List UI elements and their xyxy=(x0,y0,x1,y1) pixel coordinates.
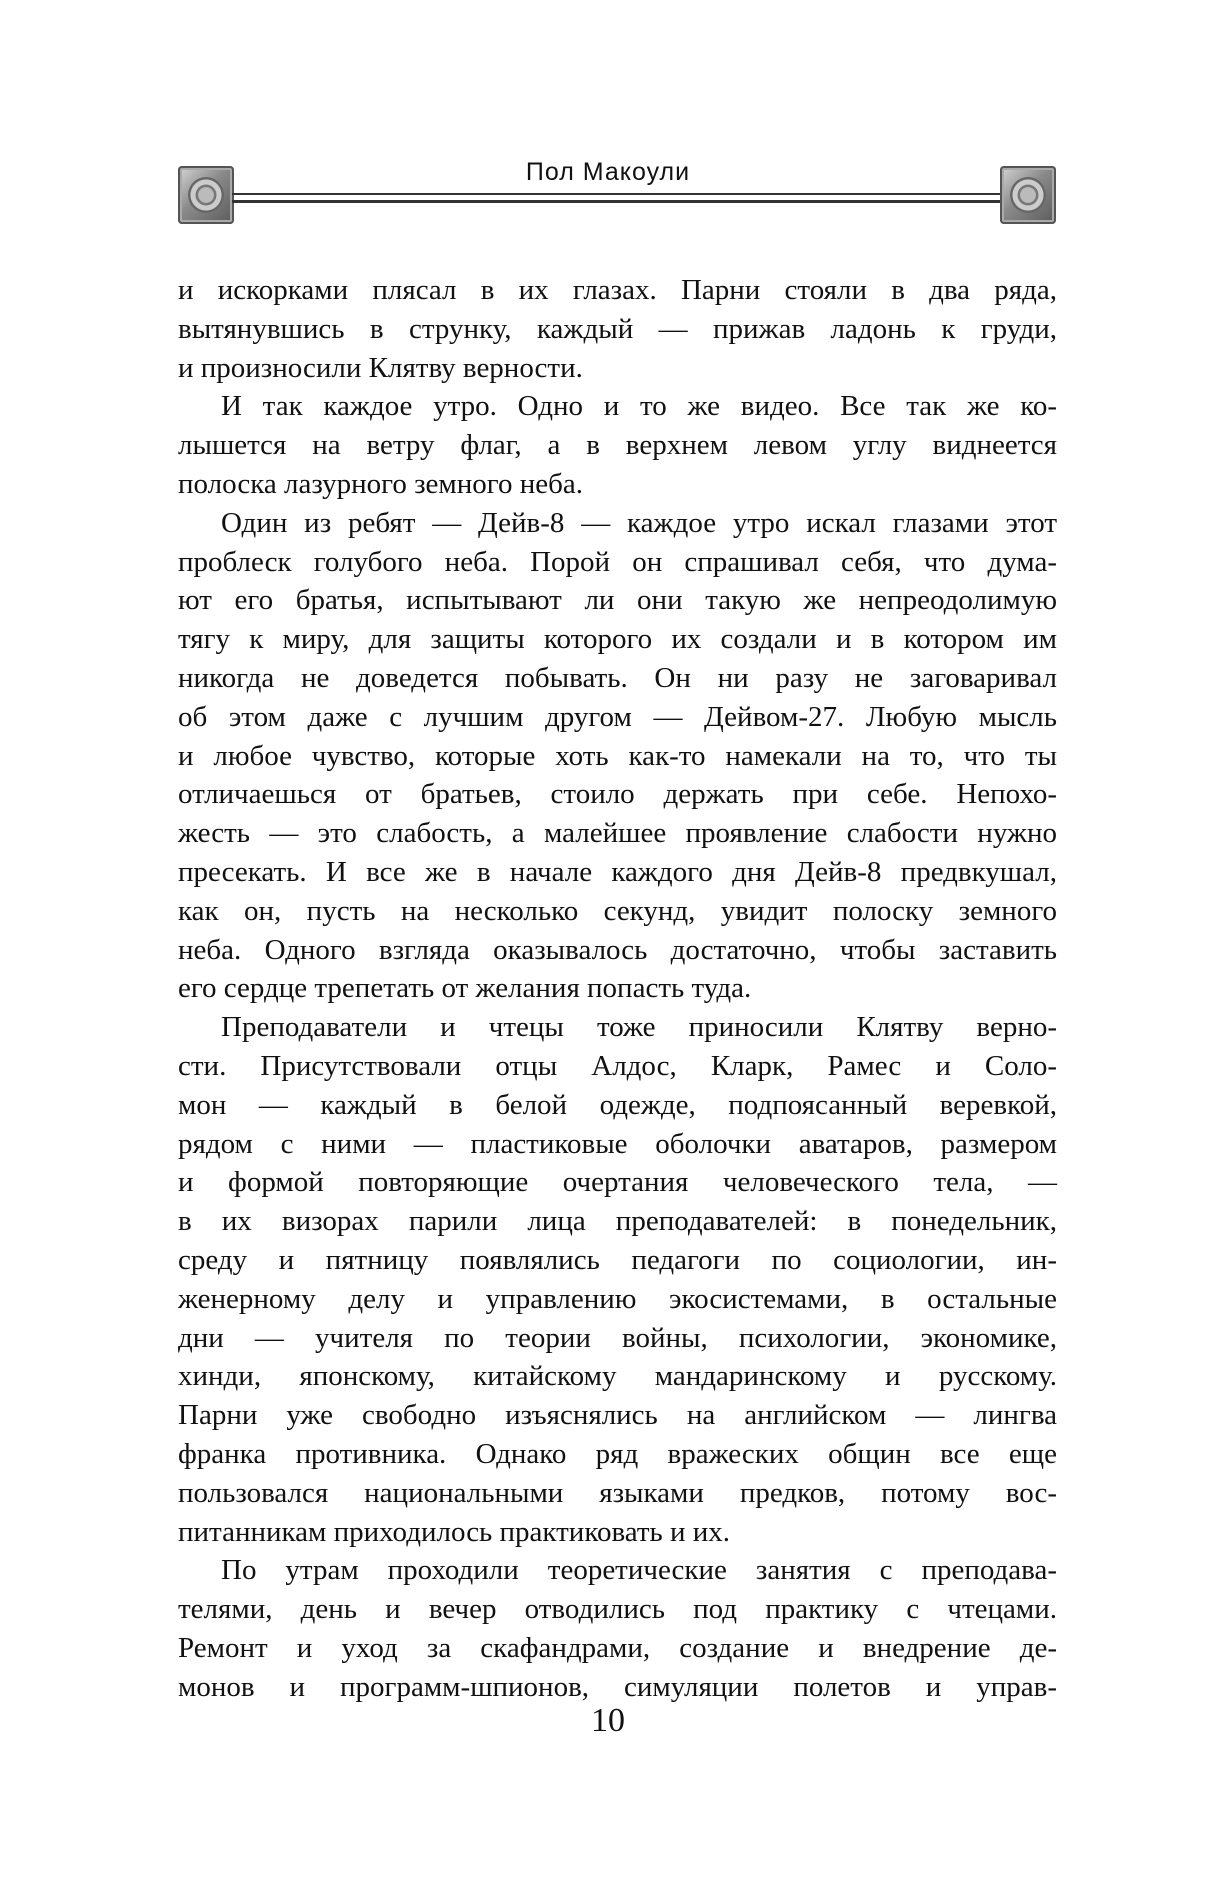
text-line: об этом даже с лучшим другом — Дейвом-27. Любую мысль xyxy=(178,700,1057,733)
text-line: полоска лазурного земного неба. xyxy=(178,467,583,500)
text-line: его сердце трепетать от желания попасть туда. xyxy=(178,972,752,1005)
text-line: И так каждое утро. Одно и то же видео. Все так же ко- xyxy=(221,390,1057,423)
text-line: пресекать. И все же в начале каждого дня Дейв-8 предвкушал, xyxy=(178,855,1057,888)
text-line: дни — учителя по теории войны, психологии, экономике, xyxy=(178,1321,1057,1354)
header-rule-thick xyxy=(232,200,1000,203)
text-line: неба. Одного взгляда оказывалось достаточно, чтобы заставить xyxy=(178,933,1057,966)
text-line: отличаешься от братьев, стоило держать при себе. Непохо- xyxy=(178,778,1057,811)
text-line: франка противника. Однако ряд вражеских общин все еще xyxy=(178,1437,1057,1470)
text-line: питанникам приходилось практиковать и их. xyxy=(178,1515,731,1548)
text-line: в их визорах парили лица преподавателей: в понедельник, xyxy=(178,1205,1057,1238)
text-line: проблеск голубого неба. Порой он спрашивал себя, что дума- xyxy=(178,545,1057,578)
text-line: среду и пятницу появлялись педагоги по социологии, ин- xyxy=(178,1243,1057,1276)
text-line: По утрам проходили теоретические занятия с преподава- xyxy=(221,1554,1057,1587)
text-line: монов и программ-шпионов, симуляции полетов и управ- xyxy=(178,1670,1057,1703)
text-line: Ремонт и уход за скафандрами, создание и внедрение де- xyxy=(178,1631,1057,1664)
paragraph xyxy=(178,504,1057,1008)
page-number: 10 xyxy=(591,1702,625,1739)
text-line: и искорками плясал в их глазах. Парни стояли в два ряда, xyxy=(178,274,1057,306)
text-line: и формой повторяющие очертания человеческого тела, — xyxy=(178,1166,1057,1199)
text-line: вытянувшись в струнку, каждый — прижав ладонь к груди, xyxy=(178,312,1057,345)
paragraph xyxy=(178,1551,1057,1706)
body-text xyxy=(178,271,1057,1706)
paragraph xyxy=(178,1008,1057,1551)
text-line: как он, пусть на несколько секунд, увидит полоску земного xyxy=(178,894,1057,927)
text-line: сти. Присутствовали отцы Алдос, Кларк, Рамес и Соло- xyxy=(178,1049,1057,1082)
text-line: телями, день и вечер отводились под практику с чтецами. xyxy=(178,1593,1057,1626)
text-line: Парни уже свободно изъяснялись на английском — лингва xyxy=(178,1399,1057,1432)
text-line: мон — каждый в белой одежде, подпоясанный веревкой, xyxy=(178,1088,1057,1121)
text-line: хинди, японскому, китайскому мандаринскому и русскому. xyxy=(178,1360,1057,1393)
text-line: рядом с ними — пластиковые оболочки аватаров, размером xyxy=(178,1127,1057,1160)
text-line: и произносили Клятву верности. xyxy=(178,351,583,384)
header-ornament-right-icon xyxy=(1000,166,1056,224)
text-line: никогда не доведется побывать. Он ни разу не заговаривал xyxy=(178,661,1057,694)
running-header-author: Пол Макоули xyxy=(525,158,691,186)
header-rule-thin xyxy=(232,193,1000,195)
text-line: Преподаватели и чтецы тоже приносили Клятву верно- xyxy=(221,1011,1057,1044)
text-line: пользовался национальными языками предков, потому вос- xyxy=(178,1476,1057,1509)
text-line: тягу к миру, для защиты которого их создали и в котором им xyxy=(178,623,1057,656)
text-line: и любое чувство, которые хоть как-то намекали на то, что ты xyxy=(178,739,1057,772)
text-line: лышется на ветру флаг, а в верхнем левом углу виднеется xyxy=(178,429,1057,462)
text-line: женерному делу и управлению экосистемами, в остальные xyxy=(178,1282,1057,1315)
paragraph xyxy=(178,271,1057,387)
text-line: жесть — это слабость, а малейшее проявление слабости нужно xyxy=(178,817,1057,850)
text-line: ют его братья, испытывают ли они такую же непреодолимую xyxy=(178,584,1057,617)
paragraph xyxy=(178,387,1057,503)
text-line: Один из ребят — Дейв-8 — каждое утро искал глазами этот xyxy=(221,506,1057,539)
